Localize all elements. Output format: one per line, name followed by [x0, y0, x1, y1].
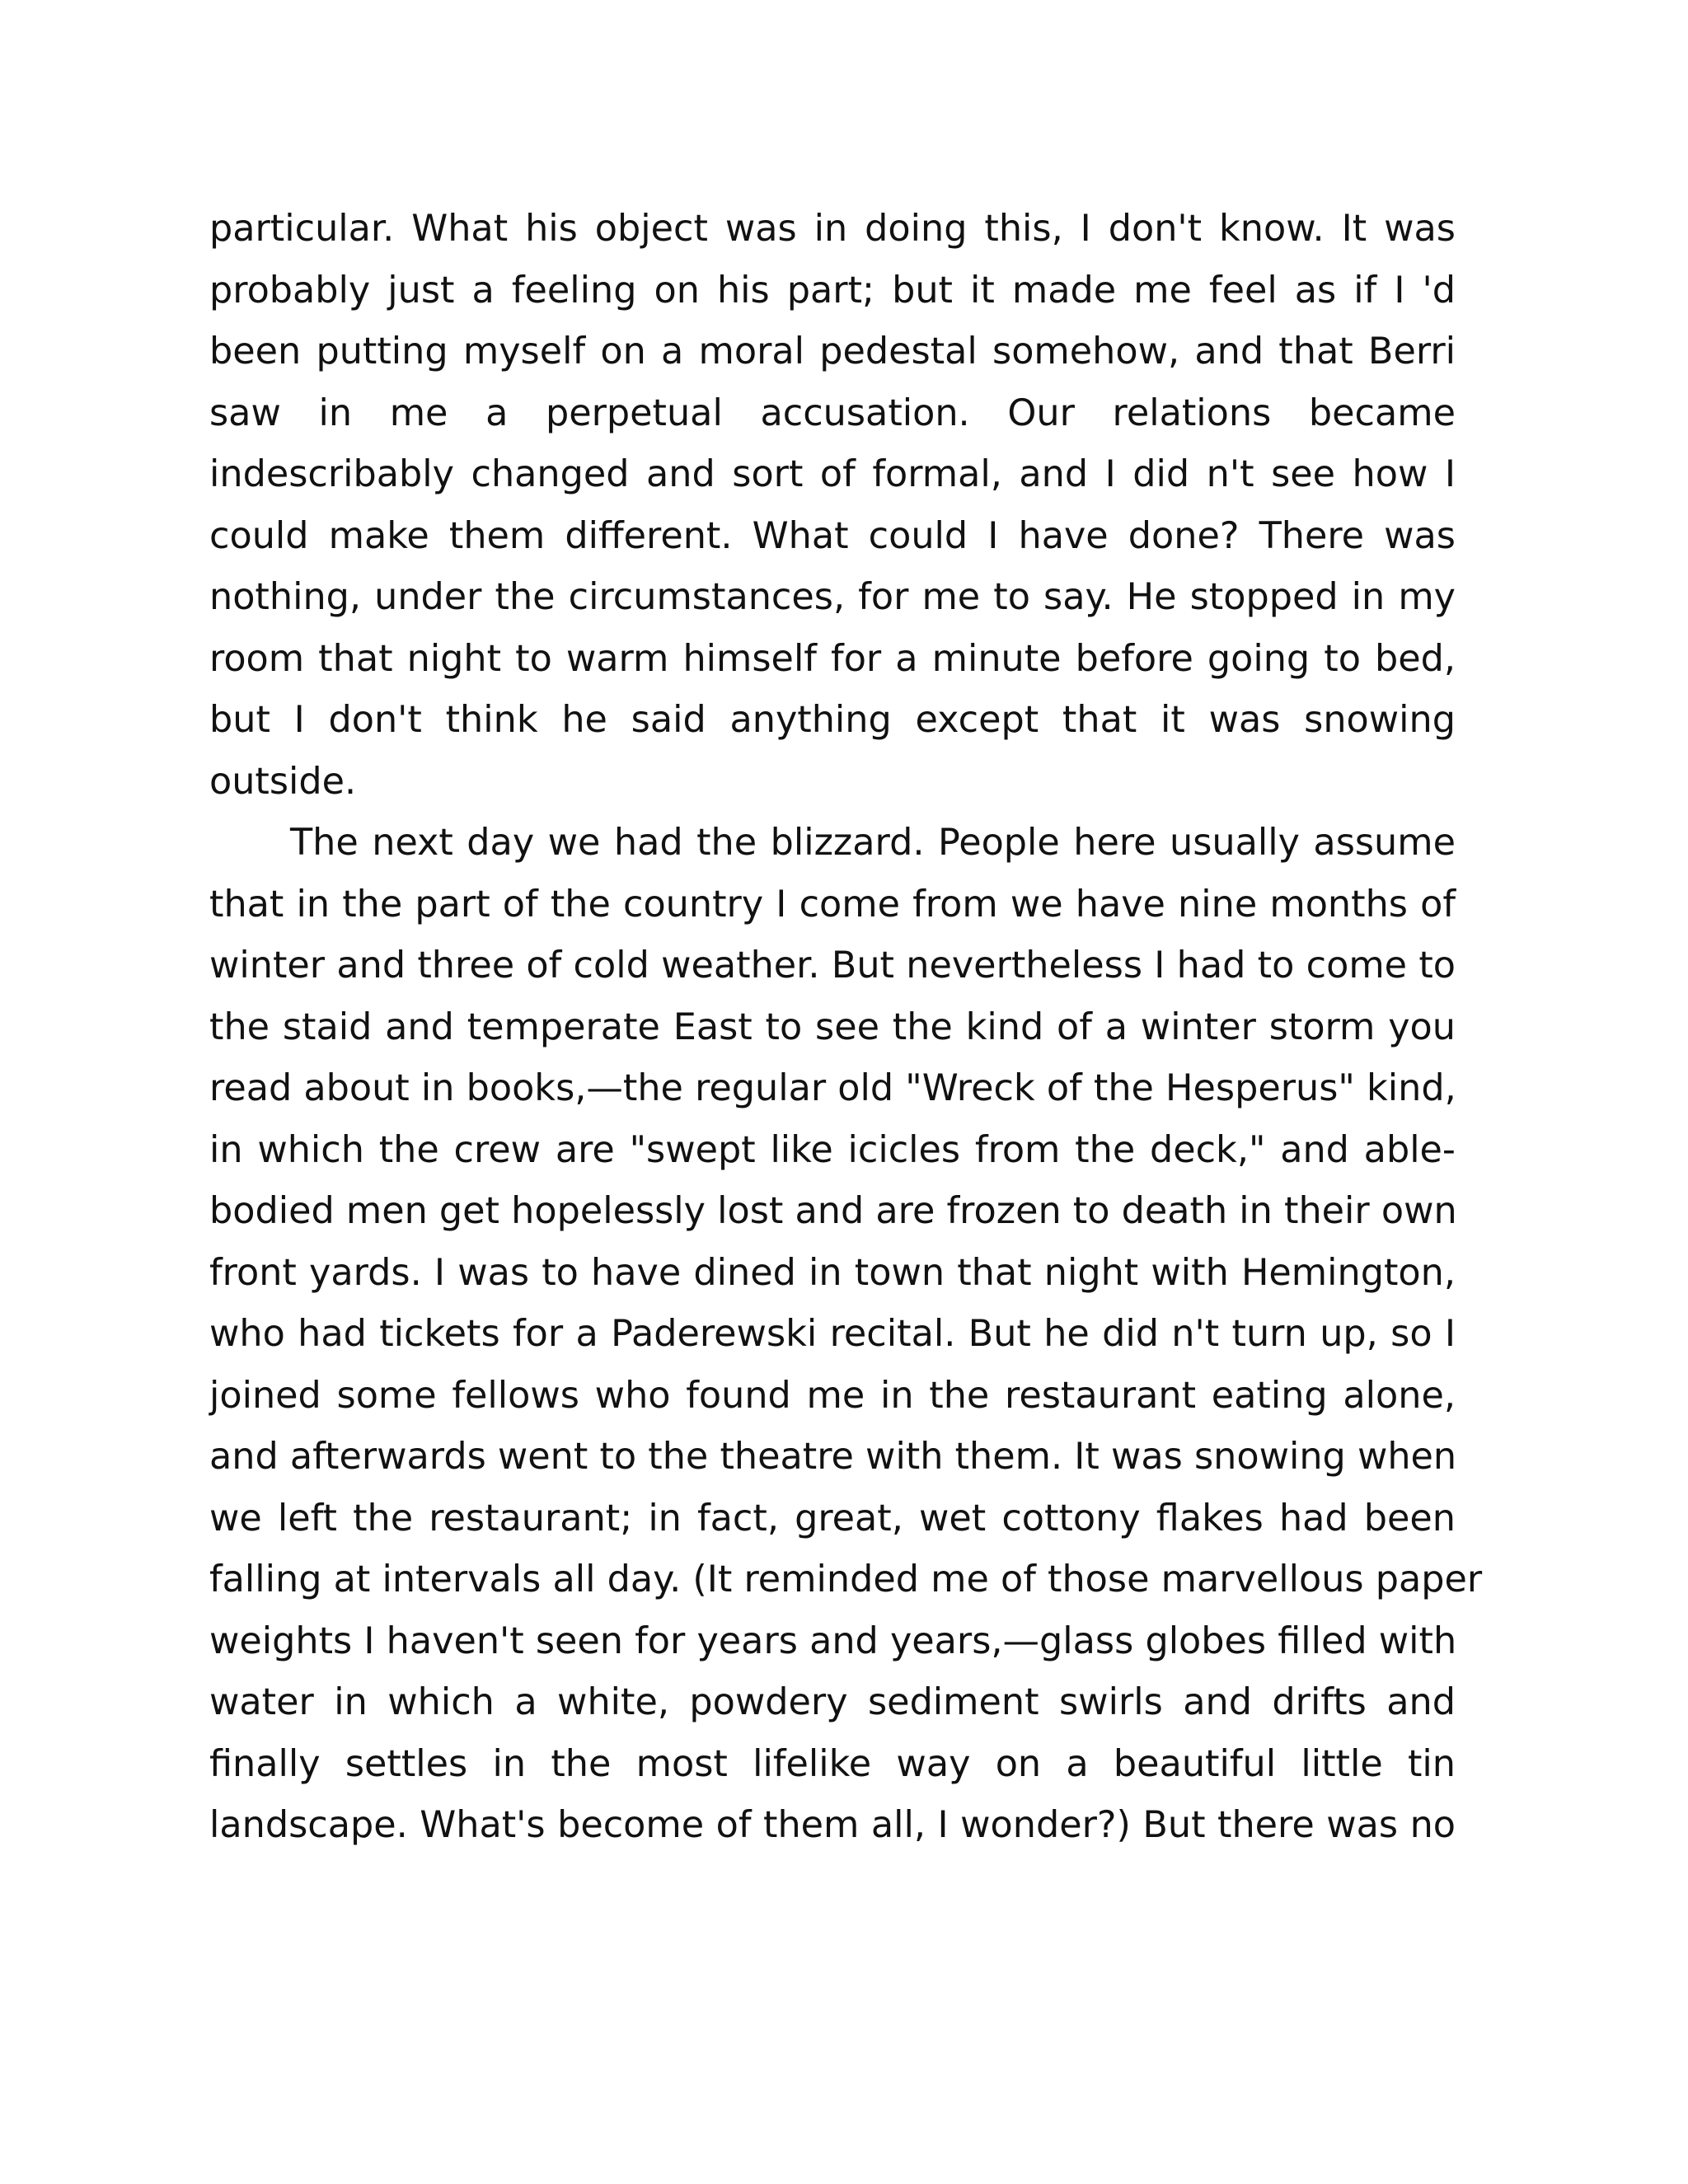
text-line: probably just a feeling on his part; but it made me feel as if I 'd — [209, 269, 1456, 312]
text-line: read about in books,—the regular old "Wreck of the Hesperus" kind, — [209, 1067, 1456, 1109]
text-line: landscape. What's become of them all, I wonder?) But there was no — [209, 1804, 1456, 1846]
text-line: joined some fellows who found me in the restaurant eating alone, — [209, 1374, 1456, 1417]
text-line: finally settles in the most lifelike way on a beautiful little tin — [209, 1742, 1456, 1785]
text-line: the staid and temperate East to see the kind of a winter storm you — [209, 1005, 1456, 1048]
text-line: but I don't think he said anything except that it was snowing — [209, 699, 1456, 741]
text-line: bodied men get hopelessly lost and are frozen to death in their own — [209, 1190, 1457, 1232]
text-line: who had tickets for a Paderewski recital. But he did n't turn up, so I — [209, 1313, 1456, 1355]
text-line: winter and three of cold weather. But nevertheless I had to come to — [209, 944, 1456, 987]
text-line: particular. What his object was in doing this, I don't know. It was — [209, 208, 1456, 250]
text-line: water in which a white, powdery sediment swirls and drifts and — [209, 1681, 1456, 1723]
text-line: we left the restaurant; in fact, great, wet cottony flakes had been — [209, 1497, 1456, 1540]
text-line: room that night to warm himself for a minute before going to bed, — [209, 637, 1456, 680]
text-line: indescribably changed and sort of formal, and I did n't see how I — [209, 453, 1456, 495]
text-line: falling at intervals all day. (It reminded me of those marvellous paper — [209, 1558, 1483, 1601]
text-line: that in the part of the country I come from we have nine months of — [209, 883, 1456, 926]
text-line: in which the crew are "swept like icicles from the deck," and able- — [209, 1128, 1456, 1171]
paragraph — [209, 199, 1456, 813]
paragraph — [209, 813, 1483, 1857]
text-line: The next day we had the blizzard. People here usually assume — [290, 822, 1456, 864]
text-line: nothing, under the circumstances, for me to say. He stopped in my — [209, 576, 1456, 618]
body-text — [209, 199, 1483, 1857]
text-line: been putting myself on a moral pedestal somehow, and that Berri — [209, 330, 1456, 373]
text-line: could make them different. What could I have done? There was — [209, 514, 1456, 557]
text-line: weights I haven't seen for years and years,—glass globes filled with — [209, 1619, 1457, 1662]
text-line: and afterwards went to the theatre with them. It was snowing when — [209, 1436, 1457, 1478]
text-line: front yards. I was to have dined in town that night with Hemington, — [209, 1251, 1456, 1294]
text-line: outside. — [209, 760, 357, 803]
text-line: saw in me a perpetual accusation. Our relations became — [209, 391, 1456, 434]
